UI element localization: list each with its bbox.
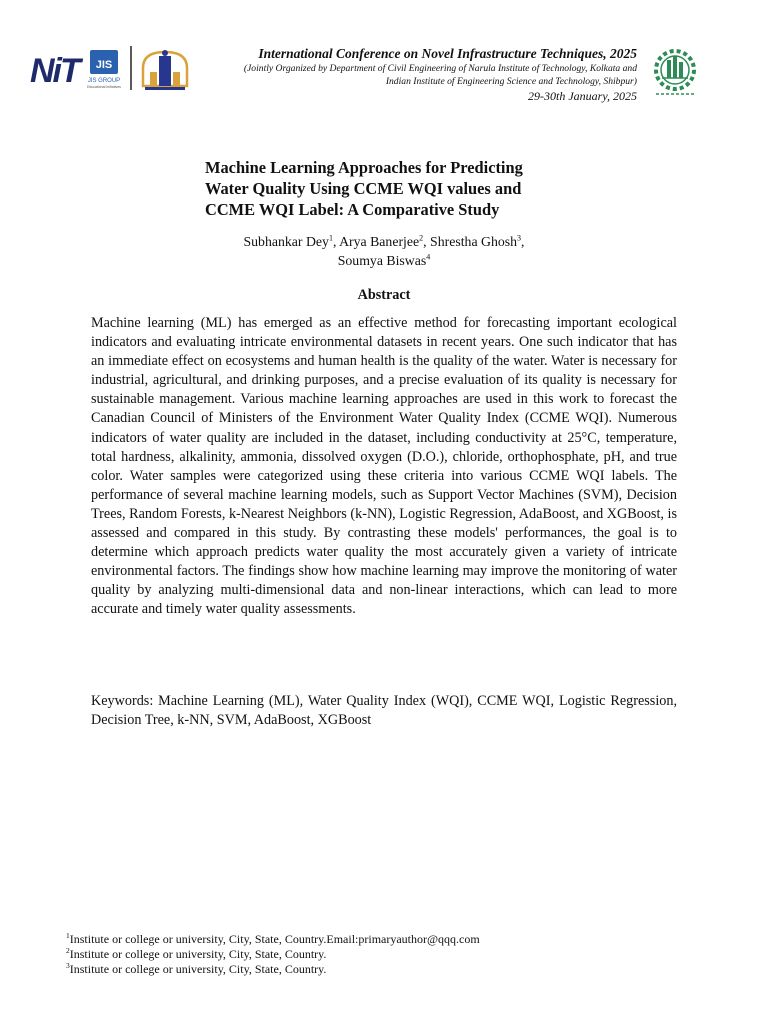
keywords: Keywords: Machine Learning (ML), Water Quality Index (WQI), CCME WQI, Logistic Regression, Decision Tree, k-NN, SVM, AdaBoost, XGBoost	[91, 693, 677, 728]
conference-header	[205, 46, 637, 104]
abstract-heading: Abstract	[357, 287, 411, 303]
author	[430, 234, 524, 249]
author	[339, 234, 430, 249]
conference-dates: 29-30th January, 2025	[528, 89, 637, 103]
conference-logo	[648, 45, 702, 99]
author-separator: ,	[332, 234, 340, 249]
paper-title	[205, 157, 585, 220]
footnote-text: Institute or college or university, City, State, Country.	[69, 947, 327, 961]
footnote	[66, 947, 480, 962]
author	[338, 253, 431, 268]
footnote-mark: 1	[66, 931, 70, 940]
footnote	[66, 932, 480, 947]
affiliation-mark: 2	[419, 233, 424, 243]
author-separator: ,	[521, 234, 525, 249]
author	[243, 234, 339, 249]
footnote-text: Institute or college or university, City, State, Country.	[69, 962, 327, 976]
institution-logos	[30, 44, 190, 94]
title-line: Water Quality Using CCME WQI values and	[205, 179, 522, 198]
header-logos	[30, 44, 190, 94]
affiliation-mark: 3	[517, 233, 522, 243]
footnote-mark: 3	[66, 961, 70, 970]
gear-building-icon	[648, 45, 702, 99]
conference-title: International Conference on Novel Infrastructure Techniques, 2025	[258, 46, 637, 61]
title-line: CCME WQI Label: A Comparative Study	[205, 200, 500, 219]
organizers-line-1: (Jointly Organized by Department of Civil Engineering of Narula Institute of Technology, Kolkata and	[243, 63, 637, 74]
title-line: Machine Learning Approaches for Predicting	[205, 158, 523, 177]
author-name: Soumya Biswas	[337, 253, 427, 268]
nit-logo: NiT	[30, 52, 79, 90]
jis-tagline: Educational Initiatives	[87, 85, 121, 89]
affiliation-mark: 4	[426, 252, 431, 262]
footnotes	[66, 932, 480, 977]
organizers-line-2: Indian Institute of Engineering Science and Technology, Shibpur)	[385, 76, 637, 87]
footnote-mark: 2	[66, 946, 70, 955]
iiest-logo	[143, 50, 187, 90]
footnote-text: Institute or college or university, City, State, Country.Email:primaryauthor@qqq.com	[69, 932, 480, 946]
affiliation-mark: 1	[328, 233, 333, 243]
abstract-body: Machine learning (ML) has emerged as an effective method for forecasting important ecological indicators and evaluating intricate environmental datasets in recent years. One such indicator that has an immediate effect on ecosystems and human health is the quality of the water. Water is necessary for industrial, agricultural, and drinking purposes, and a precise evaluation of its quality is necessary for sustainable management. Various machine learning approaches are used in this work to forecast the Canadian Council of Ministers of the Environment Water Quality Index (CCME WQI). Numerous indicators of water quality are included in the dataset, including conductivity at 25°C, temperature, total hardness, alkalinity, ammonia, dissolved oxygen (D.O.), chloride, orthophosphate, pH, and true color. Water samples were categorized using these criteria into various CCME WQI labels. The performance of several machine learning models, such as Support Vector Machines (SVM), Decision Trees, Random Forests, k-Nearest Neighbors (k-NN), Logistic Regression, AdaBoost, and XGBoost, is assessed and compared in this study. By contrasting these models' performances, the goal is to determine which approach predicts water quality the most accurately given a variety of intricate environmental factors. The findings show how machine learning may improve the monitoring of water quality by analyzing multi-dimensional data and non-linear interactions, which can lead to more accurate and timely water quality assessments.	[91, 315, 677, 618]
author-name: Arya Banerjee	[339, 234, 420, 249]
author-separator: ,	[423, 234, 431, 249]
author-list	[200, 232, 568, 270]
author-name: Subhankar Dey	[243, 234, 329, 249]
jis-group-label: JIS GROUP	[87, 78, 121, 84]
jis-logo: JIS	[95, 59, 113, 71]
footnote	[66, 962, 480, 977]
author-name: Shrestha Ghosh	[430, 234, 518, 249]
